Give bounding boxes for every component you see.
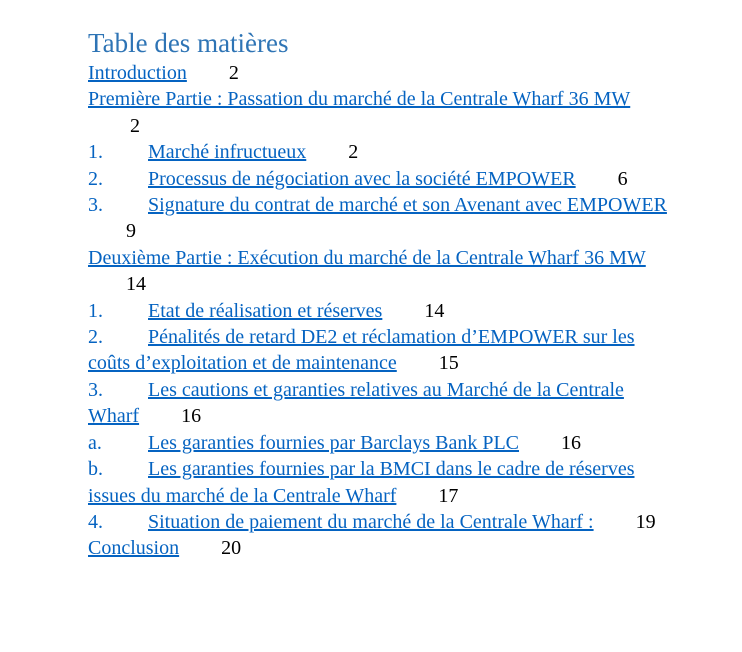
toc-entry-number: 1. [88, 141, 103, 164]
toc-entry [88, 245, 668, 298]
toc-entry-number: b. [88, 458, 103, 481]
toc-link-premiere-partie[interactable]: Première Partie : Passation du marché de la Centrale Wharf 36 MW [88, 88, 631, 111]
toc-page-number: 16 [181, 405, 202, 428]
toc-link-etat-realisation[interactable] [88, 300, 382, 322]
toc-link-introduction[interactable]: Introduction [88, 62, 187, 84]
toc-title: Table des matières [88, 28, 289, 58]
toc-entry-number: 3. [88, 194, 103, 217]
toc-page-number: 19 [635, 510, 656, 533]
toc-link-garanties-bmci[interactable] [88, 458, 634, 506]
toc-link-cautions-garanties[interactable] [88, 379, 624, 427]
toc-link-conclusion[interactable]: Conclusion [88, 537, 180, 560]
toc-entry [88, 192, 668, 245]
toc-entry [88, 509, 668, 535]
toc-entry [88, 535, 668, 561]
toc-entry-label: Signature du contrat de marché et son Avenant avec EMPOWER [148, 194, 667, 217]
toc-page-number: 14 [424, 299, 445, 322]
toc-page-number: 2 [348, 141, 359, 164]
toc-entry-label: Pénalités de retard DE2 et réclamation d’EMPOWER sur les coûts d’exploitation et de maintenance [88, 326, 635, 375]
toc-page-number: 14 [126, 273, 146, 296]
toc-entry [88, 430, 668, 456]
toc-entry [88, 139, 668, 165]
toc-entry-number: 1. [88, 299, 103, 322]
toc-link-processus-negociation[interactable] [88, 168, 576, 190]
toc-entry-number: 2. [88, 326, 103, 349]
toc-entry [88, 324, 668, 377]
toc-entry [88, 166, 668, 192]
toc-entry-number: 2. [88, 167, 103, 190]
toc-entry [88, 377, 668, 430]
toc-entry-label: Les garanties fournies par la BMCI dans le cadre de réserves issues du marché de la Centrale Wharf [88, 458, 635, 507]
toc-link-penalites-retard[interactable] [88, 326, 635, 374]
table-of-contents [88, 26, 668, 562]
toc-page-number: 2 [228, 62, 239, 84]
toc-entry-number: 4. [88, 510, 103, 533]
toc-page-number: 20 [221, 537, 242, 560]
toc-entry-label: Les cautions et garanties relatives au Marché de la Centrale Wharf [88, 378, 624, 428]
toc-page-number: 16 [561, 431, 582, 454]
toc-link-signature-contrat[interactable] [88, 194, 667, 216]
toc-entry-label: Etat de réalisation et réserves [148, 299, 383, 322]
toc-link-marche-infructueux[interactable] [88, 141, 306, 163]
toc-entry [88, 298, 668, 324]
toc-entry [88, 456, 668, 509]
toc-entry-label: Processus de négociation avec la société EMPOWER [148, 167, 576, 190]
toc-entry-number: 3. [88, 378, 103, 401]
toc-link-deuxieme-partie[interactable]: Deuxième Partie : Exécution du marché de la Centrale Wharf 36 MW [88, 246, 646, 269]
toc-entry [88, 86, 668, 139]
toc-page-number: 6 [617, 167, 628, 190]
toc-page-number: 17 [438, 484, 459, 507]
toc-page-number: 15 [438, 352, 459, 375]
toc-entry-number: a. [88, 431, 102, 454]
toc-link-situation-paiement[interactable] [88, 511, 594, 533]
toc-page-number: 2 [130, 114, 140, 137]
toc-entry [88, 60, 668, 86]
toc-entry-label: Marché infructueux [148, 141, 307, 164]
toc-entry-label: Situation de paiement du marché de la Centrale Wharf : [148, 510, 594, 533]
toc-entry-label: Les garanties fournies par Barclays Bank PLC [148, 431, 520, 454]
toc-link-garanties-barclays[interactable] [88, 432, 519, 454]
toc-page-number: 9 [126, 220, 136, 243]
